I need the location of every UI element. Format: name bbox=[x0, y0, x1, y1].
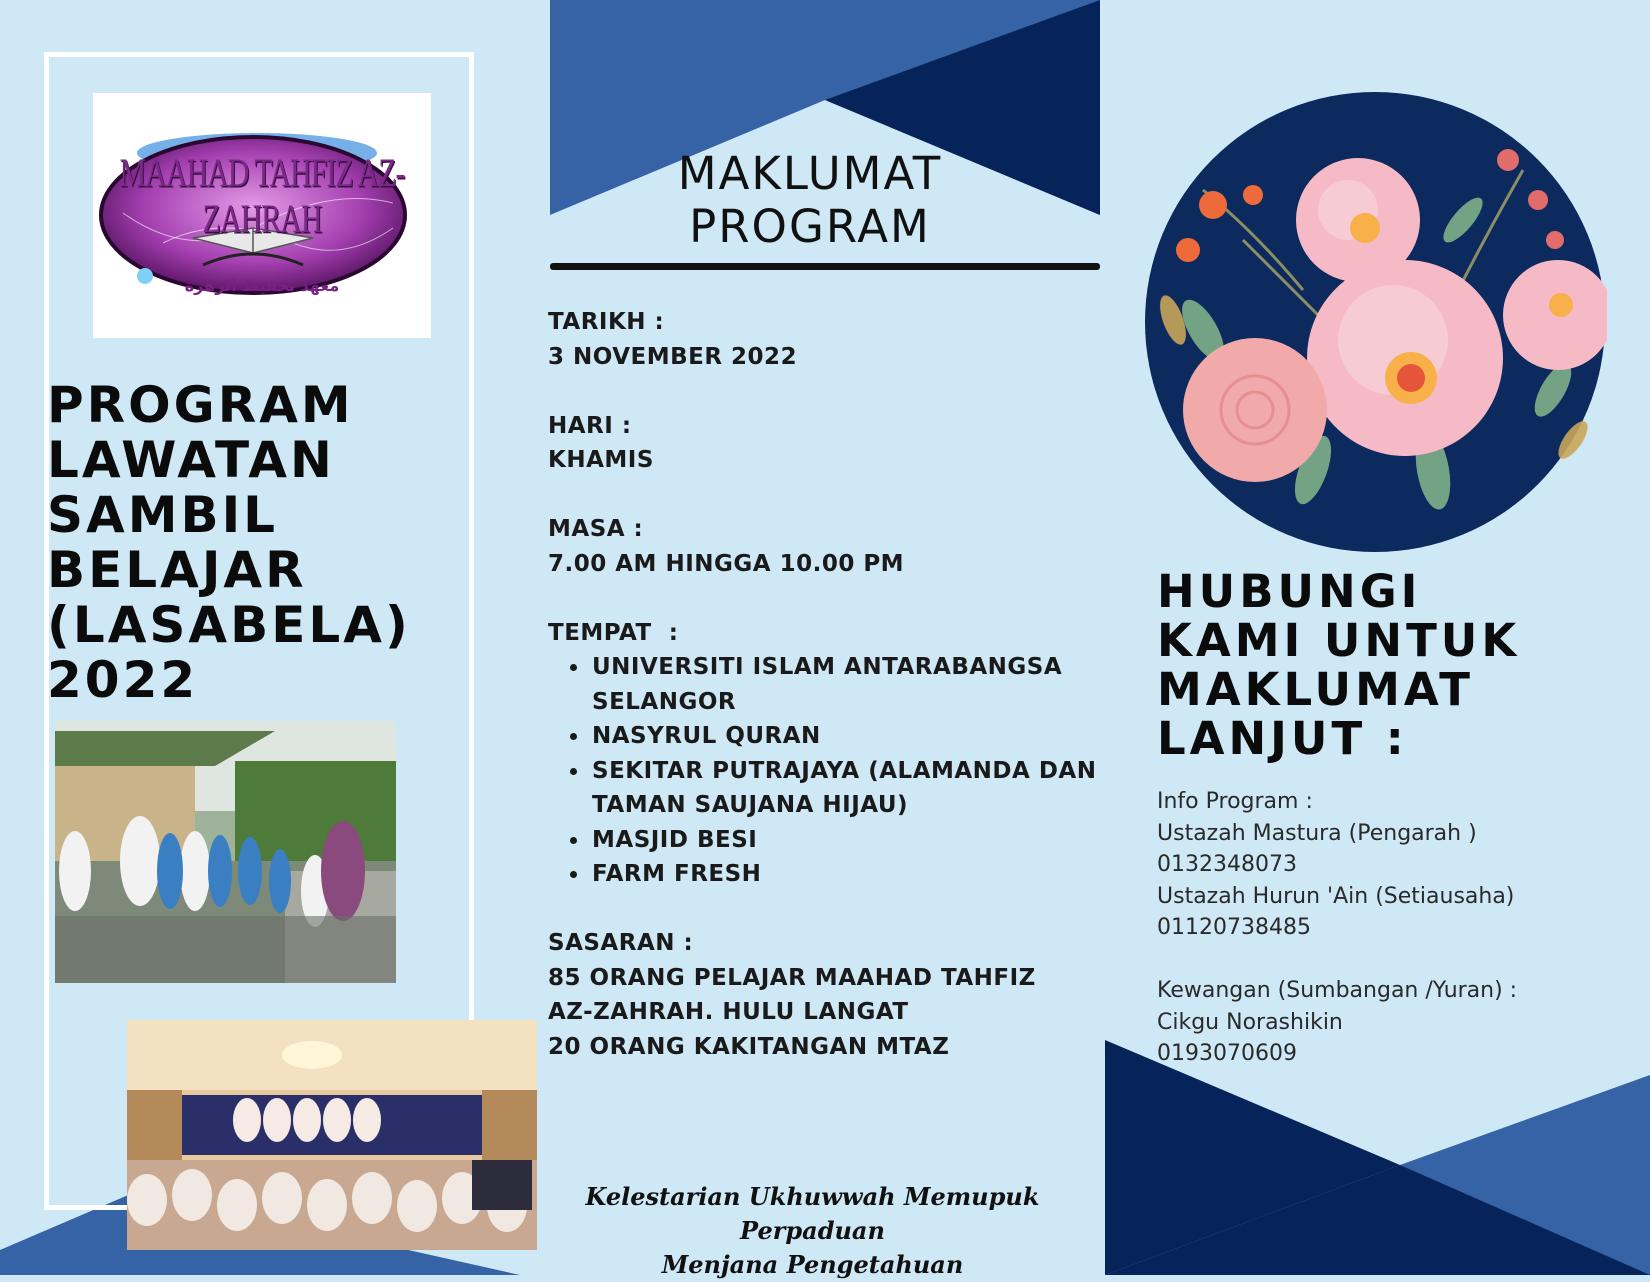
tagline bbox=[530, 1180, 1095, 1282]
sasaran-line: 85 ORANG PELAJAR MAAHAD TAHFIZ bbox=[548, 964, 1036, 991]
list-item: • NASYRUL QURAN bbox=[590, 719, 1108, 754]
kewangan-label: Kewangan (Sumbangan /Yuran) : bbox=[1157, 978, 1518, 1003]
contact-heading-line: MAKLUMAT bbox=[1157, 663, 1474, 716]
logo-title: MAAHAD TAHFIZ AZ-ZAHRAH bbox=[119, 151, 405, 242]
outdoor-group-photo bbox=[55, 721, 396, 983]
program-details bbox=[548, 305, 1108, 1064]
program-title-line: 2022 bbox=[47, 651, 199, 709]
contact-person: Ustazah Mastura (Pengarah ) bbox=[1157, 820, 1477, 846]
contact-phone: 0193070609 bbox=[1157, 1041, 1297, 1066]
tarikh-label: TARIKH : bbox=[548, 309, 665, 335]
sasaran-line: AZ-ZAHRAH. HULU LANGAT bbox=[548, 999, 909, 1025]
maklumat-heading-line2: PROGRAM bbox=[689, 200, 931, 253]
contact-person: Ustazah Hurun 'Ain (Setiausaha) bbox=[1157, 883, 1515, 909]
maklumat-heading bbox=[640, 147, 980, 253]
program-title bbox=[47, 378, 487, 708]
info-program-label: Info Program : bbox=[1157, 789, 1313, 814]
indoor-event-photo bbox=[127, 1020, 537, 1250]
program-title-line: LAWATAN bbox=[47, 431, 335, 489]
masa-value: 7.00 AM HINGGA 10.00 PM bbox=[548, 550, 905, 577]
program-title-line: PROGRAM bbox=[47, 376, 354, 434]
contact-heading bbox=[1157, 567, 1627, 763]
program-title-line: (LASABELA) bbox=[47, 596, 411, 654]
contact-heading-line: LANJUT : bbox=[1157, 712, 1408, 765]
heading-divider bbox=[550, 263, 1100, 270]
list-item: • UNIVERSITI ISLAM ANTARABANGSA SELANGOR bbox=[590, 650, 1108, 719]
tagline-line2: Menjana Pengetahuan bbox=[661, 1250, 964, 1279]
sasaran-line: 20 ORANG KAKITANGAN MTAZ bbox=[548, 1033, 950, 1060]
tempat-list bbox=[548, 650, 1108, 892]
floral-circle-illustration bbox=[1143, 90, 1607, 554]
list-item: • MASJID BESI bbox=[590, 823, 1108, 858]
maklumat-heading-line1: MAKLUMAT bbox=[677, 147, 943, 200]
contact-details bbox=[1157, 786, 1627, 1070]
tarikh-value: 3 NOVEMBER 2022 bbox=[548, 343, 798, 370]
logo-arabic-text: معهد تحفيظ الزهرة bbox=[184, 276, 340, 295]
program-title-line: SAMBIL bbox=[47, 486, 279, 544]
tagline-line1: Kelestarian Ukhuwwah Memupuk Perpaduan bbox=[585, 1182, 1040, 1245]
hari-value: KHAMIS bbox=[548, 447, 654, 473]
contact-phone: 01120738485 bbox=[1157, 915, 1311, 940]
contact-person: Cikgu Norashikin bbox=[1157, 1009, 1343, 1035]
masa-label: MASA : bbox=[548, 516, 644, 542]
hari-label: HARI : bbox=[548, 412, 632, 439]
program-title-line: BELAJAR bbox=[47, 541, 307, 599]
contact-phone: 0132348073 bbox=[1157, 852, 1297, 877]
contact-heading-line: HUBUNGI bbox=[1157, 565, 1422, 618]
sasaran-label: SASARAN : bbox=[548, 930, 694, 956]
school-logo bbox=[93, 93, 431, 338]
list-item: • FARM FRESH bbox=[590, 857, 1108, 892]
contact-heading-line: KAMI UNTUK bbox=[1157, 614, 1521, 667]
list-item: • SEKITAR PUTRAJAYA (ALAMANDA DAN TAMAN SAUJANA HIJAU) bbox=[590, 754, 1108, 823]
tempat-label: TEMPAT : bbox=[548, 619, 679, 646]
